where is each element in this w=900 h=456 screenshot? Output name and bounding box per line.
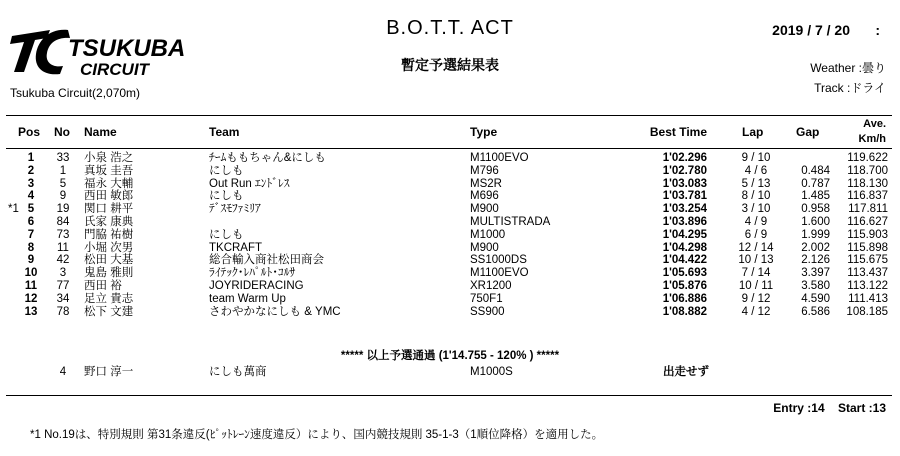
team-name: 総合輸入商社松田商会 — [209, 254, 324, 267]
machine-type: M1100EVO — [470, 152, 529, 164]
machine-type: M1000S — [470, 366, 513, 378]
entry-count: Entry :14 — [773, 401, 825, 415]
lap: 12 / 14 — [738, 241, 774, 254]
machine-type: M696 — [470, 190, 499, 203]
rider-name: 松田 大基 — [84, 254, 134, 267]
penalty-footnote: *1 No.19は、特別規則 第31条違反(ﾋﾟｯﾄﾚｰﾝ速度違反）により、国内競技規則 35-1-3（1順位降格）を適用した。 — [30, 429, 604, 441]
machine-type: M796 — [470, 164, 499, 177]
rider-name: 松下 文建 — [84, 305, 134, 318]
pos: 10 — [24, 267, 38, 280]
lap: 3 / 10 — [741, 203, 771, 216]
car-number: 33 — [56, 152, 70, 164]
table-row — [0, 216, 900, 229]
best-time: 1'04.295 — [662, 228, 707, 241]
average-speed: 108.185 — [846, 305, 888, 318]
header-bottom-rule — [6, 148, 892, 149]
average-speed: 115.675 — [847, 254, 888, 267]
rider-name: 氏家 康典 — [84, 215, 134, 228]
track-condition: Track :ドライ — [814, 81, 886, 95]
team-name: さわやかなにしも & YMC — [209, 305, 341, 318]
rider-name: 真坂 圭吾 — [84, 164, 134, 177]
pos: 13 — [24, 305, 38, 318]
average-speed: 115.898 — [847, 241, 888, 254]
table-row — [0, 165, 900, 178]
rider-name: 小堀 次男 — [84, 241, 134, 254]
pos: 9 — [27, 254, 35, 267]
qualify-cutoff-line: ***** 以上予選通過 (1'14.755 - 120% ) ***** — [340, 350, 560, 362]
entry-start-stats — [773, 401, 886, 415]
team-name: TKCRAFT — [209, 241, 263, 254]
lap: 5 / 13 — [741, 177, 771, 190]
pos: 7 — [27, 228, 35, 241]
team-name: JOYRIDERACING — [209, 279, 304, 292]
best-time: 1'04.422 — [662, 254, 707, 267]
col-best-time: Best Time — [649, 125, 707, 139]
pos: 3 — [27, 177, 35, 190]
machine-type: MULTISTRADA — [470, 215, 551, 228]
gap: 0.787 — [801, 177, 830, 190]
col-ave-bottom: Km/h — [858, 133, 886, 145]
table-row — [0, 242, 900, 255]
car-number: 73 — [56, 228, 70, 241]
pos: 12 — [24, 292, 38, 305]
average-speed: 113.437 — [847, 267, 888, 280]
gap: 3.397 — [801, 267, 830, 280]
machine-type: MS2R — [470, 177, 502, 190]
gap: 1.600 — [801, 215, 830, 228]
pos: 6 — [27, 215, 35, 228]
penalty-note-mark: *1 — [8, 203, 19, 216]
rider-name: 西田 裕 — [84, 279, 122, 292]
lap: 4 / 6 — [744, 164, 768, 177]
pos: 11 — [24, 279, 38, 292]
team-name: にしも萬商 — [209, 366, 267, 378]
rider-name: 足立 貴志 — [84, 292, 134, 305]
best-time: 1'04.298 — [662, 241, 707, 254]
col-name: Name — [84, 125, 117, 139]
lap: 6 / 9 — [744, 228, 768, 241]
col-team: Team — [209, 125, 240, 139]
lap: 10 / 11 — [738, 279, 774, 292]
team-name: にしも — [209, 228, 244, 241]
average-speed: 116.627 — [847, 215, 888, 228]
best-time: 1'05.876 — [662, 279, 707, 292]
car-number: 84 — [56, 215, 70, 228]
table-row — [0, 280, 900, 293]
best-time: 1'03.083 — [662, 177, 707, 190]
header-top-rule — [6, 115, 892, 116]
car-number: 42 — [56, 254, 70, 267]
table-row — [0, 366, 900, 379]
best-time: 1'02.296 — [662, 152, 707, 164]
average-speed: 115.903 — [847, 228, 888, 241]
team-name: ﾗｲﾃｯｸ･ﾚﾊﾟﾙﾄ･ｺﾙｻ — [209, 267, 296, 280]
rider-name: 福永 大輔 — [84, 177, 134, 190]
table-row — [0, 254, 900, 267]
average-speed: 111.413 — [848, 292, 888, 305]
table-row — [0, 152, 900, 165]
best-time: 1'06.886 — [662, 292, 707, 305]
logo-text-top: TSUKUBA — [68, 35, 186, 62]
lap: 9 / 10 — [741, 152, 771, 164]
rider-name: 鬼島 雅則 — [84, 267, 134, 280]
best-time: 1'03.254 — [662, 203, 707, 216]
machine-type: 750F1 — [470, 292, 503, 305]
machine-type: M1100EVO — [470, 267, 529, 280]
best-time: 1'05.693 — [662, 267, 707, 280]
table-row — [0, 306, 900, 319]
machine-type: M1000 — [470, 228, 506, 241]
team-name: にしも — [209, 190, 244, 203]
pos: 2 — [27, 164, 35, 177]
lap: 4 / 12 — [741, 305, 771, 318]
car-number: 3 — [59, 267, 67, 280]
machine-type: SS900 — [470, 305, 505, 318]
footer-rule — [6, 395, 892, 396]
rider-name: 小泉 浩之 — [84, 152, 134, 164]
date: 2019 / 7 / 20 — [772, 22, 850, 38]
pos: 4 — [27, 190, 35, 203]
lap: 10 / 13 — [738, 254, 774, 267]
gap: 2.002 — [801, 241, 830, 254]
col-pos: Pos — [18, 125, 41, 139]
pos: 8 — [27, 241, 35, 254]
car-number: 77 — [56, 279, 70, 292]
machine-type: SS1000DS — [470, 254, 527, 267]
table-row — [0, 190, 900, 203]
start-count: Start :13 — [837, 401, 886, 415]
average-speed: 113.122 — [847, 279, 888, 292]
rider-name: 西田 敏郎 — [84, 190, 134, 203]
best-time: 1'03.896 — [662, 215, 707, 228]
gap: 1.485 — [801, 190, 830, 203]
average-speed: 118.130 — [847, 177, 888, 190]
average-speed: 116.837 — [847, 190, 888, 203]
results-table — [0, 152, 900, 318]
time-colon: : — [875, 22, 880, 38]
car-number: 11 — [57, 241, 69, 254]
best-time: 1'02.780 — [662, 164, 707, 177]
average-speed: 117.811 — [848, 203, 888, 216]
table-row — [0, 203, 900, 216]
dns-row — [0, 366, 900, 379]
table-row — [0, 229, 900, 242]
team-name: ﾃﾞｽﾓﾌｧﾐﾘｱ — [209, 203, 261, 216]
car-number: 1 — [59, 164, 67, 177]
col-type: Type — [470, 125, 498, 139]
gap: 1.999 — [801, 228, 830, 241]
col-ave-top: Ave. — [863, 118, 886, 130]
car-number: 9 — [59, 190, 67, 203]
rider-name: 関口 耕平 — [84, 203, 134, 216]
gap: 2.126 — [801, 254, 830, 267]
machine-type: M900 — [470, 203, 499, 216]
machine-type: M900 — [470, 241, 499, 254]
car-number: 4 — [59, 366, 67, 378]
best-time: 1'08.882 — [662, 305, 707, 318]
lap: 7 / 14 — [741, 267, 771, 280]
car-number: 5 — [59, 177, 67, 190]
pos: 5 — [27, 203, 35, 216]
team-name: team Warm Up — [209, 292, 286, 305]
gap: 0.484 — [801, 164, 830, 177]
dns-status: 出走せず — [663, 366, 709, 378]
event-title: B.O.T.T. ACT — [386, 17, 514, 39]
machine-type: XR1200 — [470, 279, 512, 292]
average-speed: 118.700 — [847, 164, 888, 177]
logo-text-bottom: CIRCUIT — [80, 60, 149, 79]
lap: 4 / 9 — [744, 215, 768, 228]
team-name: Out Run ｴﾝﾄﾞﾚｽ — [209, 177, 290, 190]
car-number: 19 — [56, 203, 70, 216]
gap: 3.580 — [801, 279, 830, 292]
rider-name: 野口 淳一 — [84, 366, 134, 378]
team-name: ﾁｰﾑももちゃん&にしも — [209, 152, 326, 164]
team-name: にしも — [209, 164, 244, 177]
table-row — [0, 293, 900, 306]
gap: 6.586 — [801, 305, 830, 318]
weather: Weather :曇り — [810, 61, 886, 75]
col-no: No — [54, 125, 70, 139]
session-title: 暫定予選結果表 — [401, 57, 499, 73]
pos: 1 — [27, 152, 35, 164]
car-number: 78 — [56, 305, 70, 318]
lap: 8 / 10 — [741, 190, 771, 203]
col-lap: Lap — [742, 125, 764, 139]
table-row — [0, 267, 900, 280]
rider-name: 門脇 祐樹 — [84, 228, 134, 241]
car-number: 34 — [56, 292, 70, 305]
col-gap: Gap — [796, 125, 820, 139]
gap: 4.590 — [801, 292, 830, 305]
circuit-name: Tsukuba Circuit(2,070m) — [10, 86, 141, 100]
lap: 9 / 12 — [741, 292, 771, 305]
average-speed: 119.622 — [847, 152, 888, 164]
best-time: 1'03.781 — [662, 190, 707, 203]
gap: 0.958 — [801, 203, 830, 216]
table-row — [0, 178, 900, 191]
